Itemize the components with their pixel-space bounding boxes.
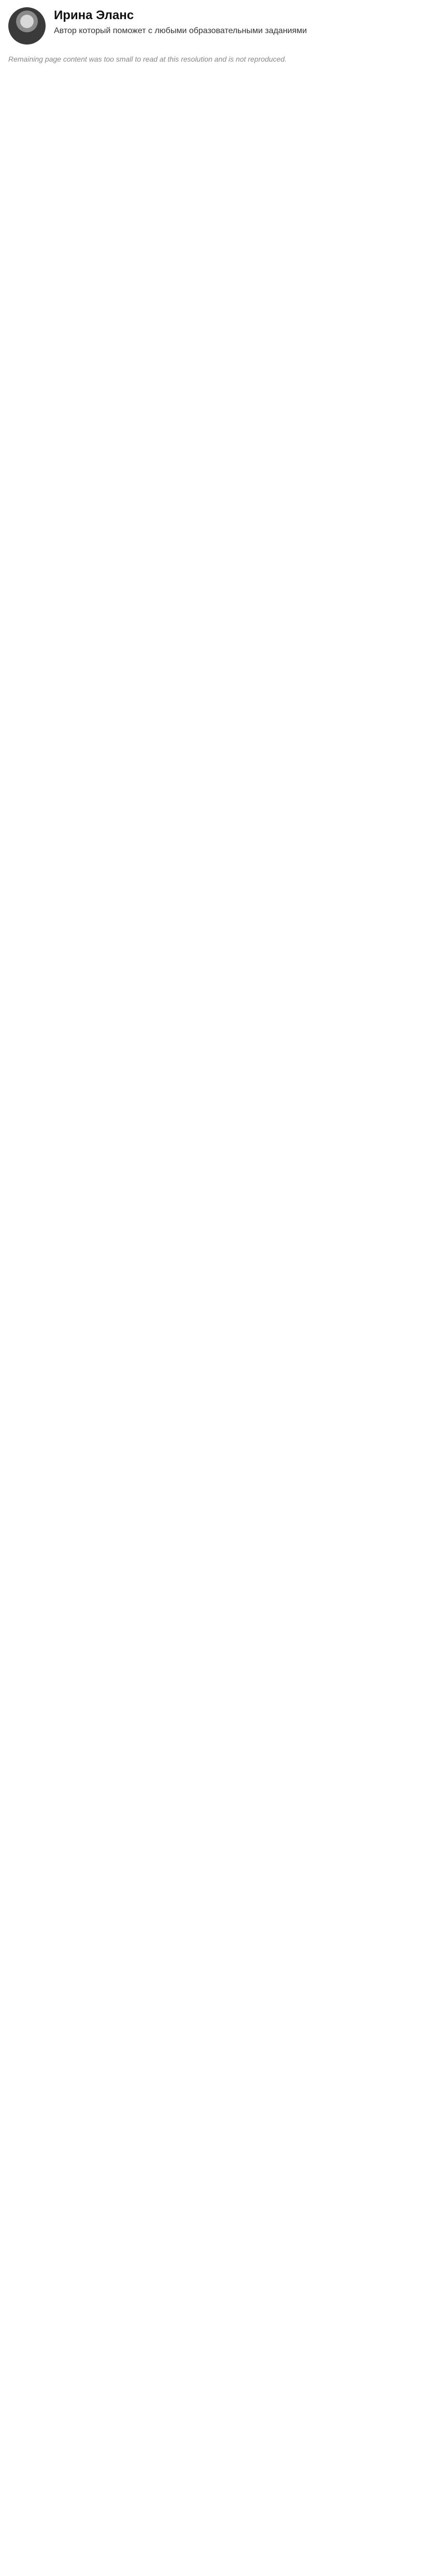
page	[0, 0, 439, 64]
author-block	[8, 7, 431, 45]
author-avatar[interactable]	[8, 7, 46, 45]
unreadable-notice: Remaining page content was too small to read at this resolution and is not reproduced.	[8, 55, 287, 63]
author-role: Автор который поможет с любыми образовательными заданиями	[54, 26, 307, 35]
author-name[interactable]: Ирина Эланс	[54, 8, 134, 22]
